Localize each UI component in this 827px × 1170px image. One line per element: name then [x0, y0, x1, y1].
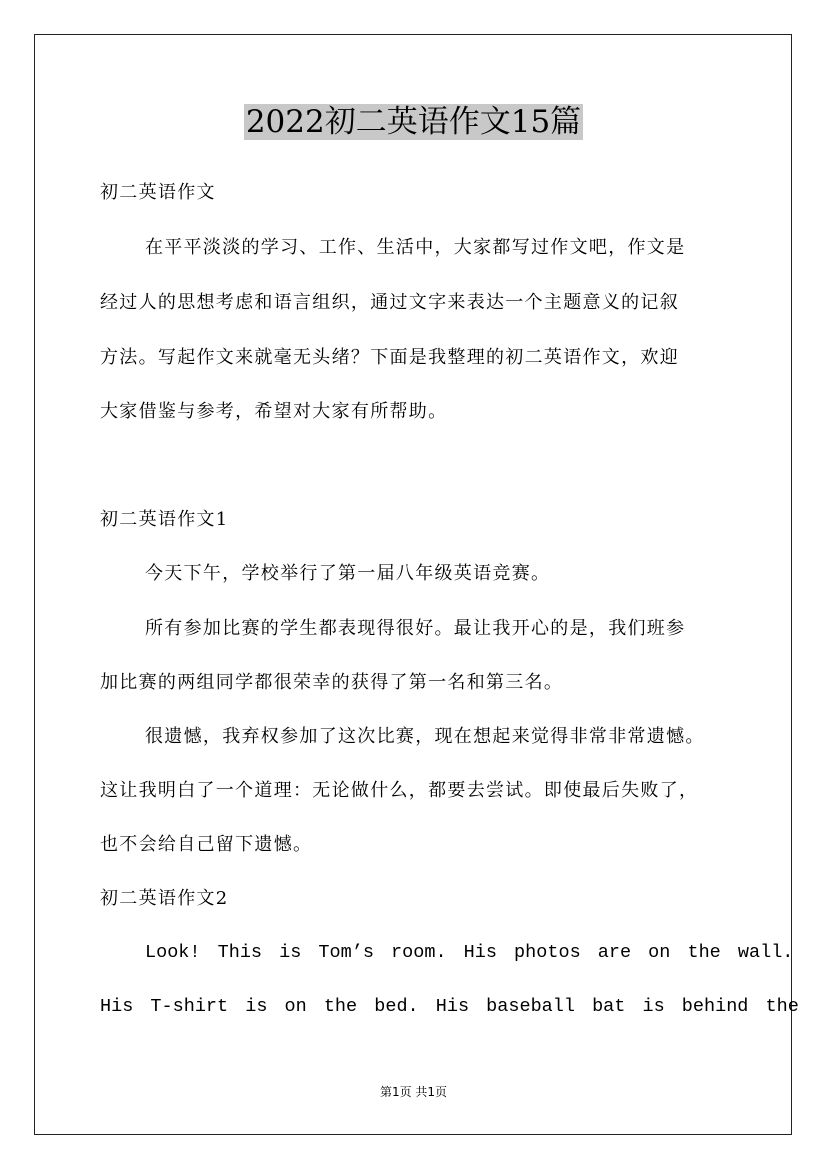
paragraph-line: 加比赛的两组同学都很荣幸的获得了第一名和第三名。: [100, 672, 564, 693]
paragraph-line: 在平平淡淡的学习、工作、生活中，大家都写过作文吧，作文是: [145, 237, 686, 258]
paragraph-line: 经过人的思想考虑和语言组织，通过文字来表达一个主题意义的记叙: [100, 292, 679, 313]
section-heading-essay-1: 初二英语作文1: [100, 509, 229, 530]
paragraph-line: 所有参加比赛的学生都表现得很好。最让我开心的是，我们班参: [145, 618, 686, 639]
paragraph-line: Look! This is Tom’s room. His photos are on the wall.: [145, 942, 794, 963]
paragraph-line: 也不会给自己留下遗憾。: [100, 834, 313, 855]
paragraph-line: 这让我明白了一个道理：无论做什么，都要去尝试。即使最后失败了，: [100, 780, 699, 801]
paragraph-line: 方法。写起作文来就毫无头绪？下面是我整理的初二英语作文，欢迎: [100, 347, 679, 368]
paragraph-line: 很遗憾，我弃权参加了这次比赛，现在想起来觉得非常非常遗憾。: [145, 726, 705, 747]
paragraph-line: His T-shirt is on the bed. His baseball bat is behind the: [100, 996, 799, 1017]
document-title: 2022初二英语作文15篇: [245, 104, 582, 140]
page-footer: 第1页 共1页: [379, 1085, 448, 1099]
paragraph-line: 今天下午，学校举行了第一届八年级英语竞赛。: [145, 563, 551, 584]
section-heading-essay-2: 初二英语作文2: [100, 888, 229, 909]
paragraph-line: 大家借鉴与参考，希望对大家有所帮助。: [100, 401, 448, 422]
section-heading-intro: 初二英语作文: [100, 182, 216, 203]
